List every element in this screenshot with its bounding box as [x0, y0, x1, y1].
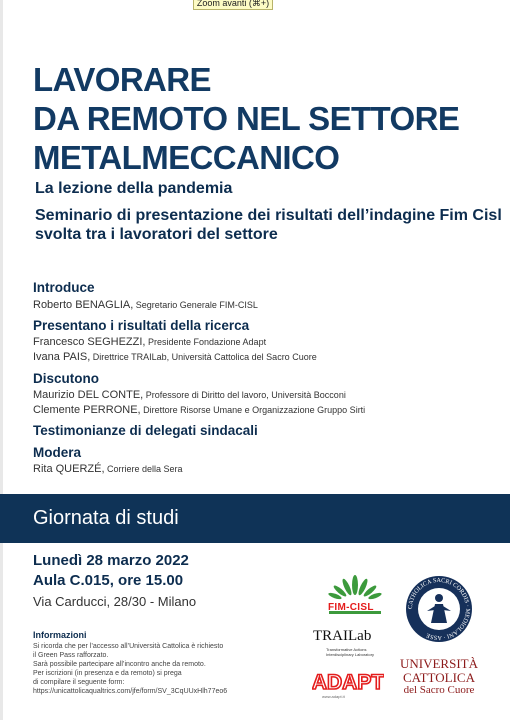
speaker-role: Presidente Fondazione Adapt	[145, 337, 267, 347]
info-line: di compilare il seguente form:	[33, 679, 125, 686]
university-seal-icon	[405, 575, 473, 643]
speaker-name: Francesco SEGHEZZI,	[33, 336, 146, 348]
speaker-perrone	[33, 404, 365, 416]
info-title: Informazioni	[33, 630, 87, 640]
speaker-role: Professore di Diritto del lavoro, Università Bocconi	[143, 390, 346, 400]
section-presentano: Presentano i risultati della ricerca	[33, 318, 250, 333]
event-banner	[0, 494, 510, 543]
title-line: LAVORARE	[33, 61, 211, 98]
subtitle: La lezione della pandemia	[35, 180, 233, 197]
event-address: Via Carducci, 28/30 - Milano	[33, 594, 197, 609]
section-introduce: Introduce	[33, 280, 95, 295]
title-line: METALMECCANICO	[33, 139, 340, 176]
speaker-name: Rita QUERZÉ,	[33, 463, 105, 475]
trailab-subtitle: Interdisciplinary Laboratory	[326, 652, 375, 657]
document-title	[33, 60, 493, 177]
title-line: DA REMOTO NEL SETTORE	[33, 100, 460, 137]
section-testimonianze: Testimonianze di delegati sindacali	[33, 423, 258, 438]
event-date: Lunedì 28 marzo 2022	[33, 552, 189, 569]
event-room: Aula C.015, ore 15.00	[33, 572, 184, 589]
speaker-role: Direttrice TRAILab, Università Cattolica del Sacro Cuore	[90, 352, 317, 362]
speaker-name: Ivana PAIS,	[33, 351, 91, 363]
adapt-logo-text: ADAPT	[312, 671, 384, 692]
speaker-pais	[33, 351, 317, 363]
speaker-benaglia	[33, 299, 258, 311]
speaker-name: Roberto BENAGLIA,	[33, 299, 134, 311]
university-name: UNIVERSITÀ	[400, 656, 478, 671]
speaker-seghezzi	[33, 336, 266, 348]
adapt-logo-icon	[312, 670, 384, 692]
university-name: del Sacro Cuore	[403, 684, 475, 696]
seal-motto: CATHOLICA SACRI CORDIS · MEDIOLANI · ASSE	[406, 576, 472, 642]
trailab-logo: TRAILab	[313, 628, 372, 644]
info-line: Si ricorda che per l’accesso all’Università Cattolica è richiesto	[33, 643, 224, 650]
document-edge	[0, 0, 3, 720]
zoom-tooltip: Zoom avanti (⌘+)	[193, 0, 273, 10]
adapt-url: www.adapt.it	[322, 694, 345, 699]
university-name: CATTOLICA	[403, 670, 475, 685]
speaker-querze	[33, 463, 183, 475]
speaker-delconte	[33, 389, 346, 401]
speaker-name: Clemente PERRONE,	[33, 404, 141, 416]
info-line: il Green Pass rafforzato.	[33, 652, 109, 659]
info-line: Sarà possibile partecipare all’incontro anche da remoto.	[33, 661, 206, 668]
section-modera: Modera	[33, 445, 82, 460]
speaker-name: Maurizio DEL CONTE,	[33, 389, 144, 401]
speaker-role: Corriere della Sera	[104, 464, 183, 474]
section-discutono: Discutono	[33, 371, 99, 386]
speaker-role: Direttore Risorse Umane e Organizzazione Gruppo Sirti	[140, 405, 366, 415]
info-link[interactable]: https://unicattolicaqualtrics.com/jfe/form/SV_3CqUUxHlh77eo6	[33, 688, 228, 695]
fim-cisl-label: FIM-CISL	[328, 602, 374, 613]
seminar-description: Seminario di presentazione dei risultati dell’indagine Fim Cisl svolta tra i lavoratori del settore	[35, 207, 502, 243]
info-line: Per iscrizioni (in presenza e da remoto) si prega	[33, 670, 182, 677]
banner-text: Giornata di studi	[33, 507, 179, 529]
speaker-role: Segretario Generale FIM-CISL	[133, 300, 258, 310]
trailab-subtitle: Transformative Actions	[326, 647, 367, 652]
